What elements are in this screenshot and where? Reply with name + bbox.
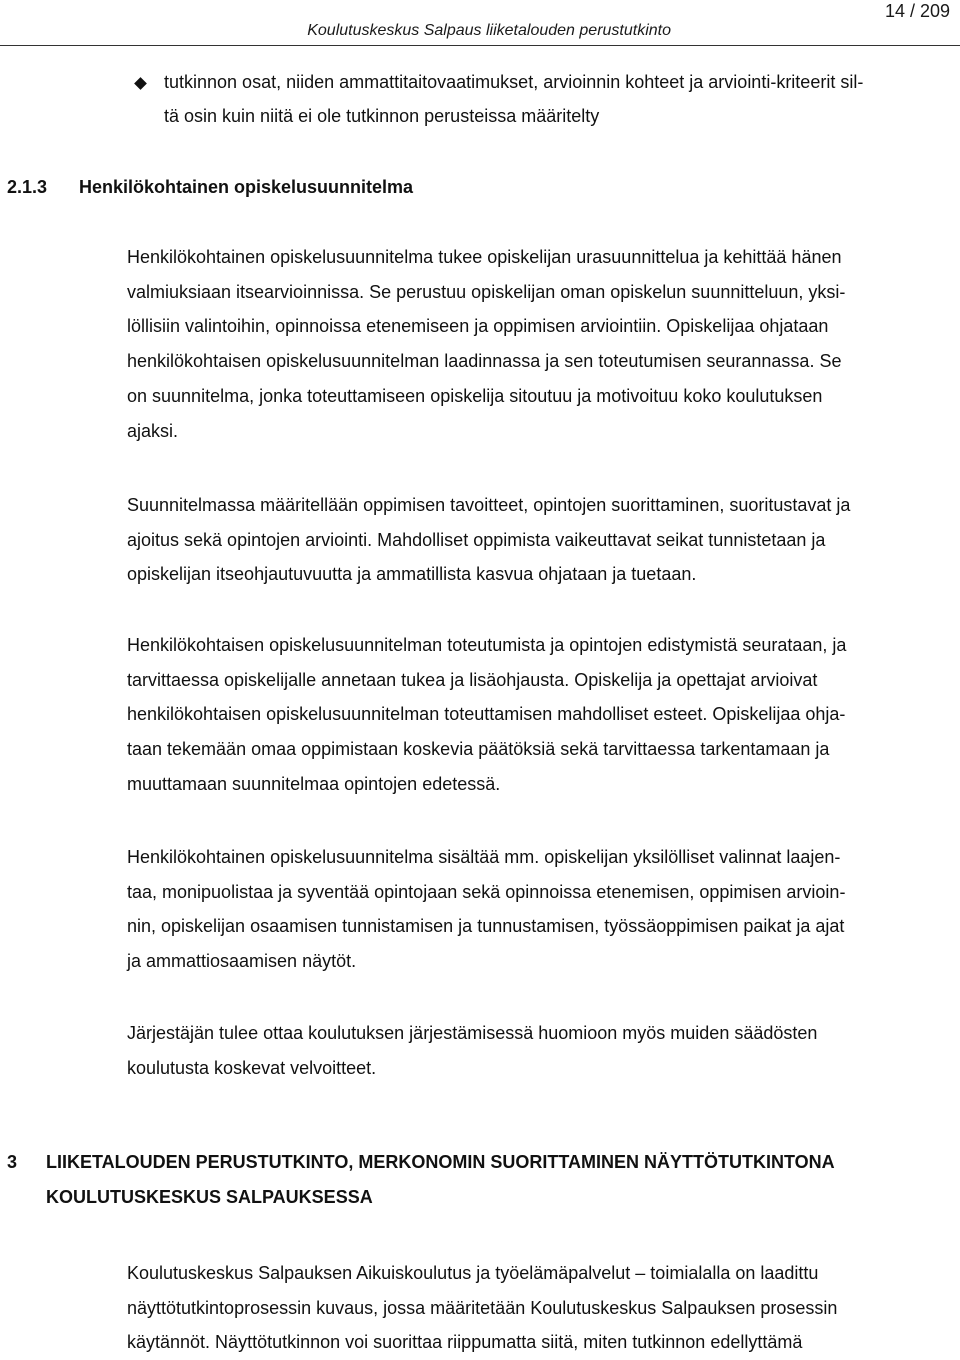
paragraph-2 (127, 488, 952, 592)
text-line: käytännöt. Näyttötutkinnon voi suorittaa riippumatta siitä, miten tutkinnon edellyttämä (127, 1332, 803, 1353)
running-header-title: Koulutuskeskus Salpaus liiketalouden perustutkinto (307, 22, 671, 39)
text-line: Koulutuskeskus Salpauksen Aikuiskoulutus ja työelämäpalvelut – toimialalla on laadittu (127, 1263, 819, 1283)
text-line: Henkilökohtaisen opiskelusuunnitelman toteutumista ja opintojen edistymistä seurataan, ja (127, 635, 847, 655)
text-line: Suunnitelmassa määritellään oppimisen tavoitteet, opintojen suorittaminen, suoritustavat ja (127, 495, 851, 515)
text-line: tutkinnon osat, niiden ammattitaitovaatimukset, arvioinnin kohteet ja arviointi-kriteerit sil- (164, 72, 864, 92)
text-line: tä osin kuin niitä ei ole tutkinnon perusteissa määritelty (164, 106, 600, 126)
chapter-title-line: KOULUTUSKESKUS SALPAUKSESSA (46, 1187, 373, 1207)
section-title: Henkilökohtainen opiskelusuunnitelma (79, 177, 414, 197)
paragraph-5 (127, 1016, 952, 1085)
text-line: Henkilökohtainen opiskelusuunnitelma sisältää mm. opiskelijan yksilölliset valinnat laajen- (127, 847, 841, 867)
paragraph-1 (127, 240, 952, 448)
text-line: näyttötutkintoprosessin kuvaus, jossa määritetään Koulutuskeskus Salpauksen prosessin (127, 1297, 838, 1318)
text-line: muuttamaan suunnitelmaa opintojen edetessä. (127, 773, 501, 794)
text-line: koulutusta koskevat velvoitteet. (127, 1057, 377, 1078)
section-heading-2-1-3 (7, 172, 413, 202)
text-line: taa, monipuolistaa ja syventää opintojaan sekä opinnoissa etenemisen, oppimisen arvioin- (127, 881, 846, 902)
chapter-title (46, 1145, 835, 1215)
text-line: opiskelijan itseohjautuvuutta ja ammatillista kasvua ohjataan ja tuetaan. (127, 564, 697, 585)
page-header (0, 0, 960, 46)
text-line: ajoitus sekä opintojen arviointi. Mahdolliset oppimista vaikeuttavat seikat tunnistetaan ja (127, 529, 826, 550)
chapter-number: 3 (7, 1152, 18, 1172)
page-number: 14 / 209 (884, 1, 950, 21)
text-line: henkilökohtaisen opiskelusuunnitelman laadinnassa ja sen toteutumisen seurannassa. Se (127, 351, 842, 372)
text-line: Henkilökohtainen opiskelusuunnitelma tukee opiskelijan urasuunnittelua ja kehittää hänen (127, 247, 842, 267)
paragraph-3 (127, 628, 952, 802)
text-line: valmiuksiaan itsearvioinnissa. Se perustuu opiskelijan oman opiskelun suunnitteluun, yksi- (127, 281, 846, 302)
text-line: tarvittaessa opiskelijalle annetaan tukea ja lisäohjausta. Opiskelija ja opettajat arvioivat (127, 669, 818, 690)
text-line: taan tekemään omaa oppimistaan koskevia päätöksiä sekä tarvittaessa tarkentamaan ja (127, 739, 830, 760)
text-line: ja ammattiosaamisen näytöt. (127, 951, 357, 972)
section-number: 2.1.3 (7, 177, 48, 197)
text-line: ajaksi. (127, 420, 179, 441)
paragraph-4 (127, 840, 952, 979)
text-line: henkilökohtaisen opiskelusuunnitelman toteuttamisen mahdolliset esteet. Opiskelijaa ohja- (127, 704, 846, 725)
paragraph-6 (127, 1256, 952, 1360)
bullet-text (164, 65, 944, 133)
text-line: on suunnitelma, jonka toteuttamiseen opiskelija sitoutuu ja motivoituu koko koulutuksen (127, 385, 823, 406)
header-divider (0, 45, 960, 46)
text-line: nin, opiskelijan osaamisen tunnistamisen ja tunnustamisen, työssäoppimisen paikat ja ajat (127, 916, 845, 937)
chapter-title-line: LIIKETALOUDEN PERUSTUTKINTO, MERKONOMIN SUORITTAMINEN NÄYTTÖTUTKINTONA (46, 1152, 835, 1172)
text-line: löllisiin valintoihin, opinnoissa etenemiseen ja oppimisen arviointiin. Opiskelijaa ohjataan (127, 316, 829, 337)
diamond-bullet-icon (134, 77, 147, 90)
text-line: Järjestäjän tulee ottaa koulutuksen järjestämisessä huomioon myös muiden säädösten (127, 1023, 818, 1043)
